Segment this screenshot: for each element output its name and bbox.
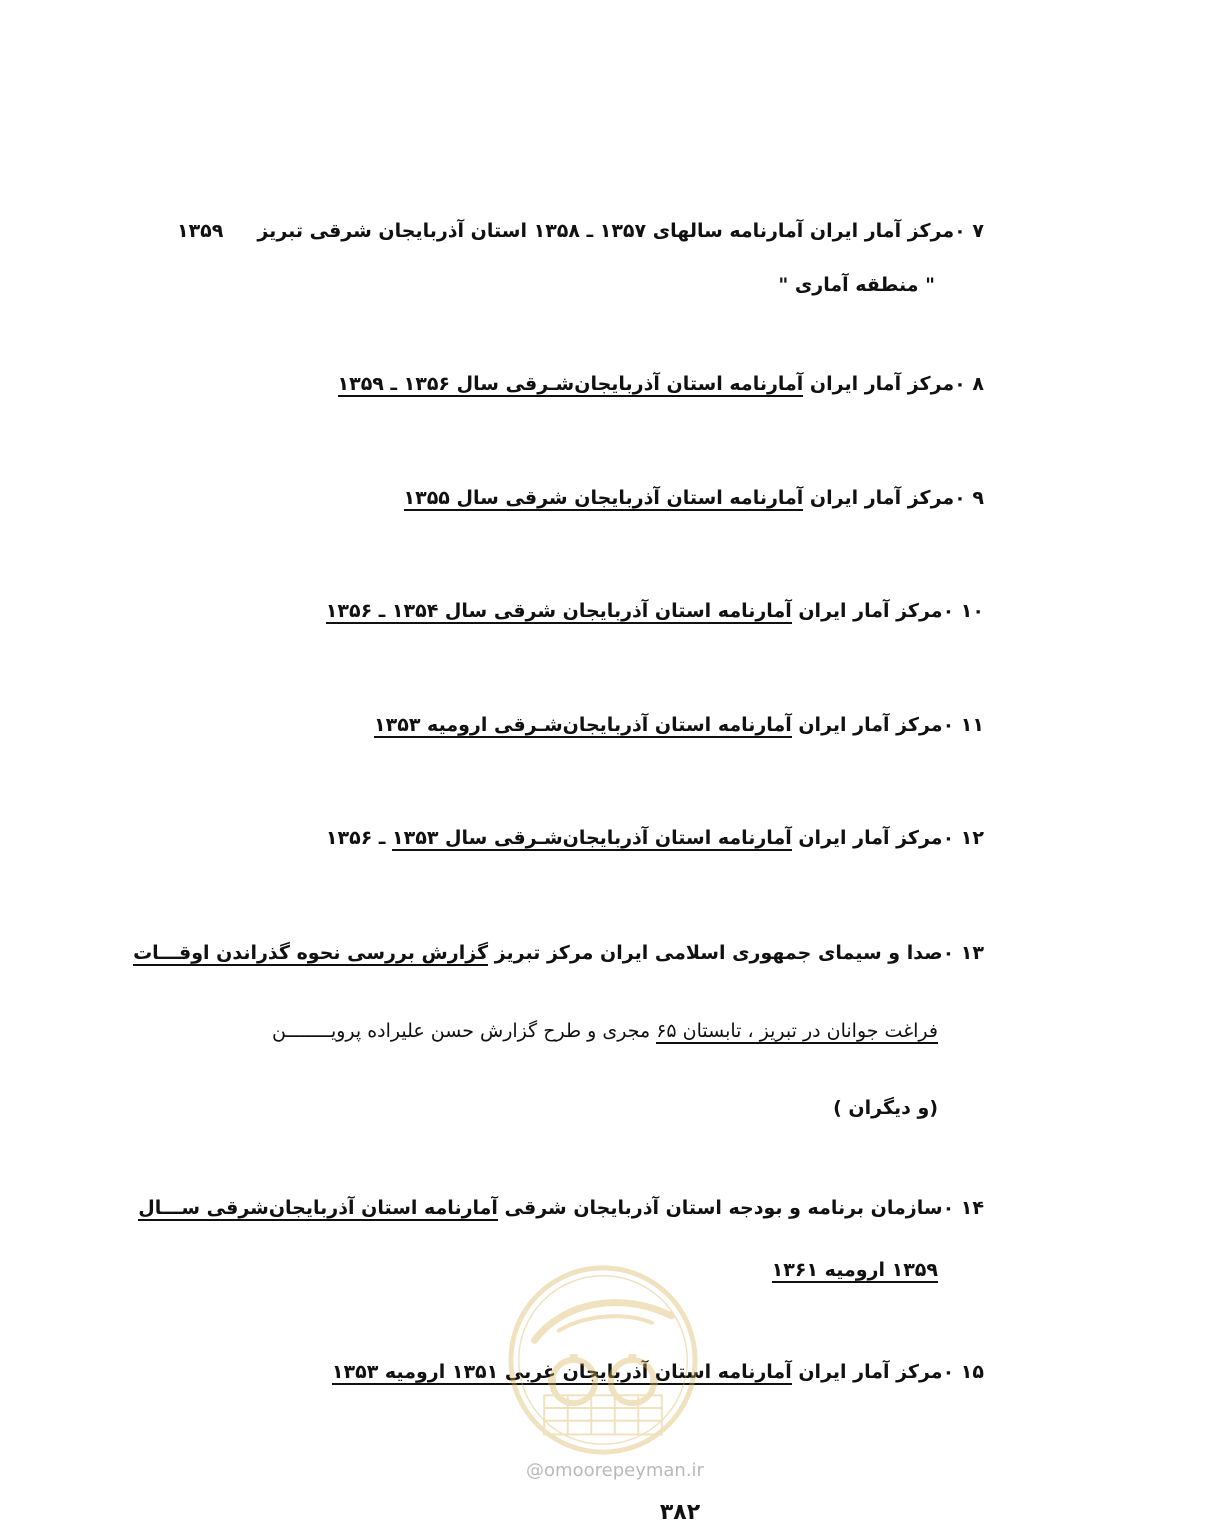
citation-12-range-end: ـ ۱۳۵۶ [325, 827, 393, 849]
citation-13-title-1: گزارش بررسی نحوه گذراندن اوقـــات [133, 942, 489, 964]
citation-8-publisher: ۸ ۰مرکز آمار ایران [803, 373, 984, 395]
page-number: ۳۸۲ [659, 1500, 701, 1525]
citation-14-line-1 [138, 1193, 984, 1223]
citation-15-title: آمارنامه استان آذربایجان غربی ۱۳۵۱ ارومیه ۱۳۵۳ [331, 1361, 792, 1383]
citation-7-subtitle: " منطقه آماری " [778, 274, 935, 296]
citation-11-title: آمارنامه استان آذربایجان‌شـرقی ارومیه ۱۳۵۳ [374, 714, 792, 736]
citation-14-publisher: ۱۴ ۰سازمان برنامه و بودجه استان آذربایجان شرقی [497, 1197, 984, 1219]
citation-12 [326, 823, 984, 853]
watermark-logo [505, 1262, 701, 1458]
citation-11 [374, 710, 984, 740]
citation-13-authors: مجری و طرح گزارش حسن علیراده پرویــــــــن [271, 1020, 657, 1042]
citation-9-publisher: ۹ ۰مرکز آمار ایران [803, 487, 984, 509]
citation-14-line-2 [772, 1255, 938, 1285]
citation-13-others: (و دیگران ) [833, 1097, 938, 1119]
citation-13-line-3 [833, 1093, 938, 1123]
watermark-site: @omoorepeyman.ir [526, 1460, 704, 1481]
citation-7-text: ۷ ۰مرکز آمار ایران آمارنامه سالهای ۱۳۵۷ ـ ۱۳۵۸ استان آذربایجان شرقی تبریز [257, 220, 984, 242]
citation-10-title: آمارنامه استان آذربایجان شرقی سال ۱۳۵۴ ـ ۱۳۵۶ [325, 600, 792, 622]
citation-13-title-2: فراغت جوانان در تبریز ، تابستان ۶۵ [656, 1020, 938, 1042]
citation-12-title: آمارنامه استان آذربایجان‌شـرقی سال ۱۳۵۳ [392, 827, 792, 849]
citation-14-title-1: آمارنامه استان آذربایجان‌شرقی ســـال [138, 1197, 498, 1219]
citation-15-publisher: ۱۵ ۰مرکز آمار ایران [791, 1361, 984, 1383]
citation-14-title-2: ۱۳۵۹ ارومیه ۱۳۶۱ [771, 1259, 938, 1281]
citation-8 [338, 369, 984, 399]
citation-7-year: ۱۳۵۹ [176, 220, 224, 242]
citation-7-line-2 [778, 270, 935, 300]
citation-10-publisher: ۱۰ ۰مرکز آمار ایران [791, 600, 984, 622]
citation-9 [404, 483, 984, 513]
citation-11-publisher: ۱۱ ۰مرکز آمار ایران [791, 714, 984, 736]
citation-12-publisher: ۱۲ ۰مرکز آمار ایران [791, 827, 984, 849]
citation-13-publisher: ۱۳ ۰صدا و سیمای جمهوری اسلامی ایران مرکز تبریز [488, 942, 984, 964]
citation-8-title: آمارنامه استان آذربایجان‌شـرقی سال ۱۳۵۶ ـ ۱۳۵۹ [337, 373, 804, 395]
citation-13-line-1 [133, 938, 984, 968]
citation-10 [326, 596, 984, 626]
citation-9-title: آمارنامه استان آذربایجان شرقی سال ۱۳۵۵ [403, 487, 804, 509]
citation-7-line-1 [176, 216, 984, 246]
citation-13-line-2 [272, 1016, 938, 1046]
